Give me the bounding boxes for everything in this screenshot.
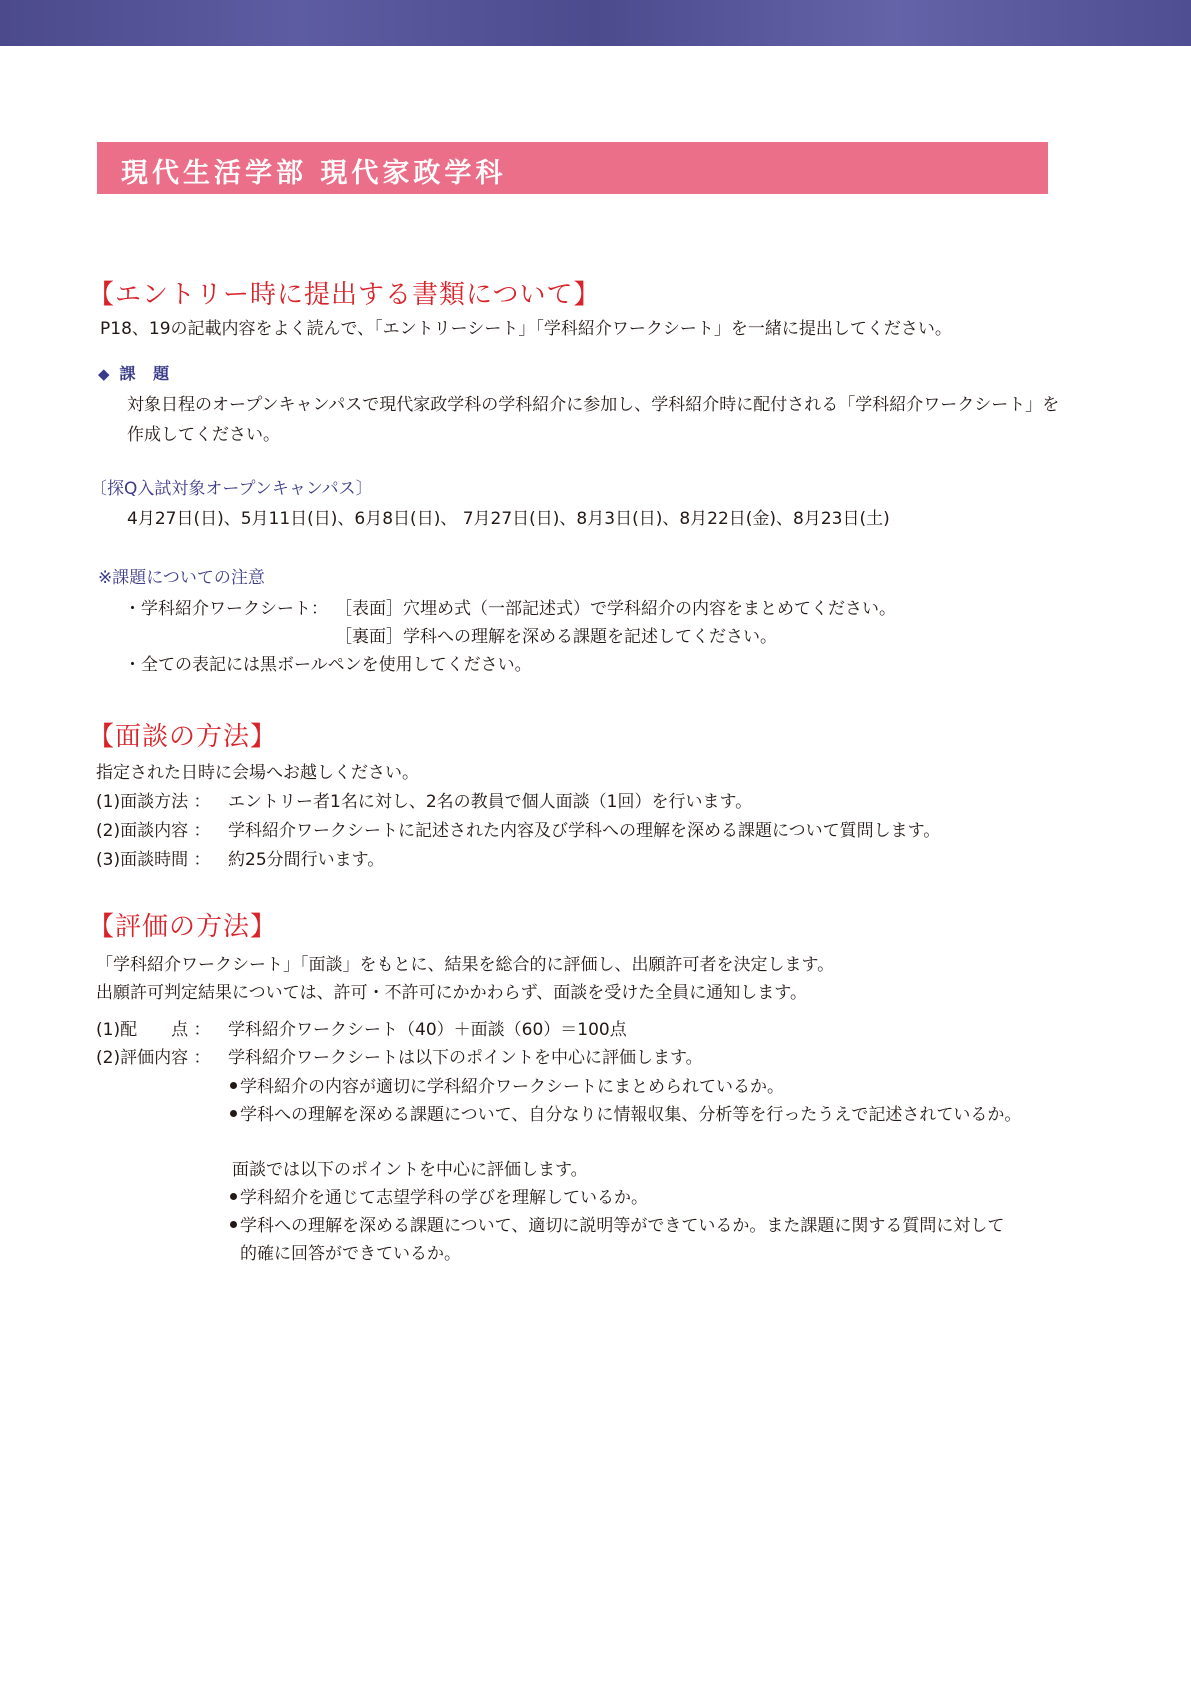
title-banner — [97, 142, 1048, 194]
sheet-point-text: 学科への理解を深める課題について、自分なりに情報収集、分析等を行ったうえで記述されているか。 — [240, 1105, 1022, 1125]
bullet-icon — [230, 1110, 237, 1117]
interview-item-2 — [96, 818, 996, 845]
evaluation-heading: 【評価の方法】 — [88, 912, 278, 942]
interview-point-text: 学科紹介を通じて志望学科の学びを理解しているか。 — [240, 1188, 648, 1208]
open-campus-dates: 4月27日(日)、5月11日(日)、6月8日(日)、 7月27日(日)、8月3日(日)、8月22日(金)、8月23日(土) — [127, 509, 890, 529]
interview-eval-intro: 面談では以下のポイントを中心に評価します。 — [232, 1160, 588, 1180]
interview-heading: 【面談の方法】 — [88, 722, 278, 752]
content-row — [96, 1045, 996, 1072]
note1-back: ［裏面］学科への理解を深める課題を記述してください。 — [335, 627, 777, 647]
content-value: 学科紹介ワークシートは以下のポイントを中心に評価します。 — [228, 1048, 703, 1068]
top-decorative-band — [0, 0, 1191, 46]
interview-item-1 — [96, 789, 996, 816]
sheet-point-1 — [230, 1074, 784, 1101]
interview-intro: 指定された日時に会場へお越しください。 — [96, 763, 419, 783]
kadai-label: 課 題 — [119, 364, 176, 383]
interview-item-value: エントリー者1名に対し、2名の教員で個人面談（1回）を行います。 — [228, 792, 753, 812]
score-value: 学科紹介ワークシート（40）＋面談（60）＝100点 — [228, 1020, 627, 1040]
sheet-point-text: 学科紹介の内容が適切に学科紹介ワークシートにまとめられているか。 — [240, 1077, 784, 1097]
kadai-text-line1: 対象日程のオープンキャンパスで現代家政学科の学科紹介に参加し、学科紹介時に配付される「学科紹介ワークシート」を — [127, 395, 1060, 415]
page-title: 現代生活学部 現代家政学科 — [121, 158, 507, 189]
evaluation-intro-1: 「学科紹介ワークシート」「面談」をもとに、結果を総合的に評価し、出願許可者を決定します。 — [96, 955, 835, 975]
interview-point-text: 学科への理解を深める課題について、適切に説明等ができているか。また課題に関する質問に対して — [240, 1216, 1005, 1236]
sheet-point-2 — [230, 1102, 1021, 1129]
evaluation-intro-2: 出願許可判定結果については、許可・不許可にかかわらず、面談を受けた全員に通知します。 — [96, 983, 807, 1003]
note1-front: ［表面］穴埋め式（一部記述式）で学科紹介の内容をまとめてください。 — [335, 599, 896, 619]
interview-item-label: (3)面談時間 ： — [96, 850, 211, 870]
bullet-icon — [230, 1221, 237, 1228]
kadai-text-line2: 作成してください。 — [127, 425, 280, 445]
entry-heading: 【エントリー時に提出する書類について】 — [88, 280, 601, 310]
interview-item-value: 約25分間行います。 — [228, 850, 385, 870]
bullet-icon — [230, 1193, 237, 1200]
open-campus-label: 〔探Q入試対象オープンキャンパス〕 — [90, 479, 373, 499]
interview-item-3 — [96, 847, 996, 874]
bullet-icon — [230, 1082, 237, 1089]
interview-item-label: (1)面談方法 ： — [96, 792, 211, 812]
note-label: ※課題についての注意 — [98, 568, 265, 588]
interview-point-2 — [230, 1213, 1004, 1240]
score-row — [96, 1017, 996, 1044]
kadai-heading — [98, 361, 175, 384]
interview-point-2-cont: 的確に回答ができているか。 — [240, 1244, 461, 1264]
note1-label: ・学科紹介ワークシート： — [124, 599, 328, 619]
score-label: (1)配 点 ： — [96, 1020, 211, 1040]
note2: ・全ての表記には黒ボールペンを使用してください。 — [124, 655, 532, 675]
content-label: (2)評価内容 ： — [96, 1048, 211, 1068]
interview-item-label: (2)面談内容 ： — [96, 821, 211, 841]
entry-intro: P18、19の記載内容をよく読んで、「エントリーシート」「学科紹介ワークシート」を一緒に提出してください。 — [100, 319, 952, 339]
diamond-icon: ◆ — [98, 365, 110, 383]
interview-point-1 — [230, 1185, 648, 1212]
interview-item-value: 学科紹介ワークシートに記述された内容及び学科への理解を深める課題について質問します。 — [228, 821, 941, 841]
